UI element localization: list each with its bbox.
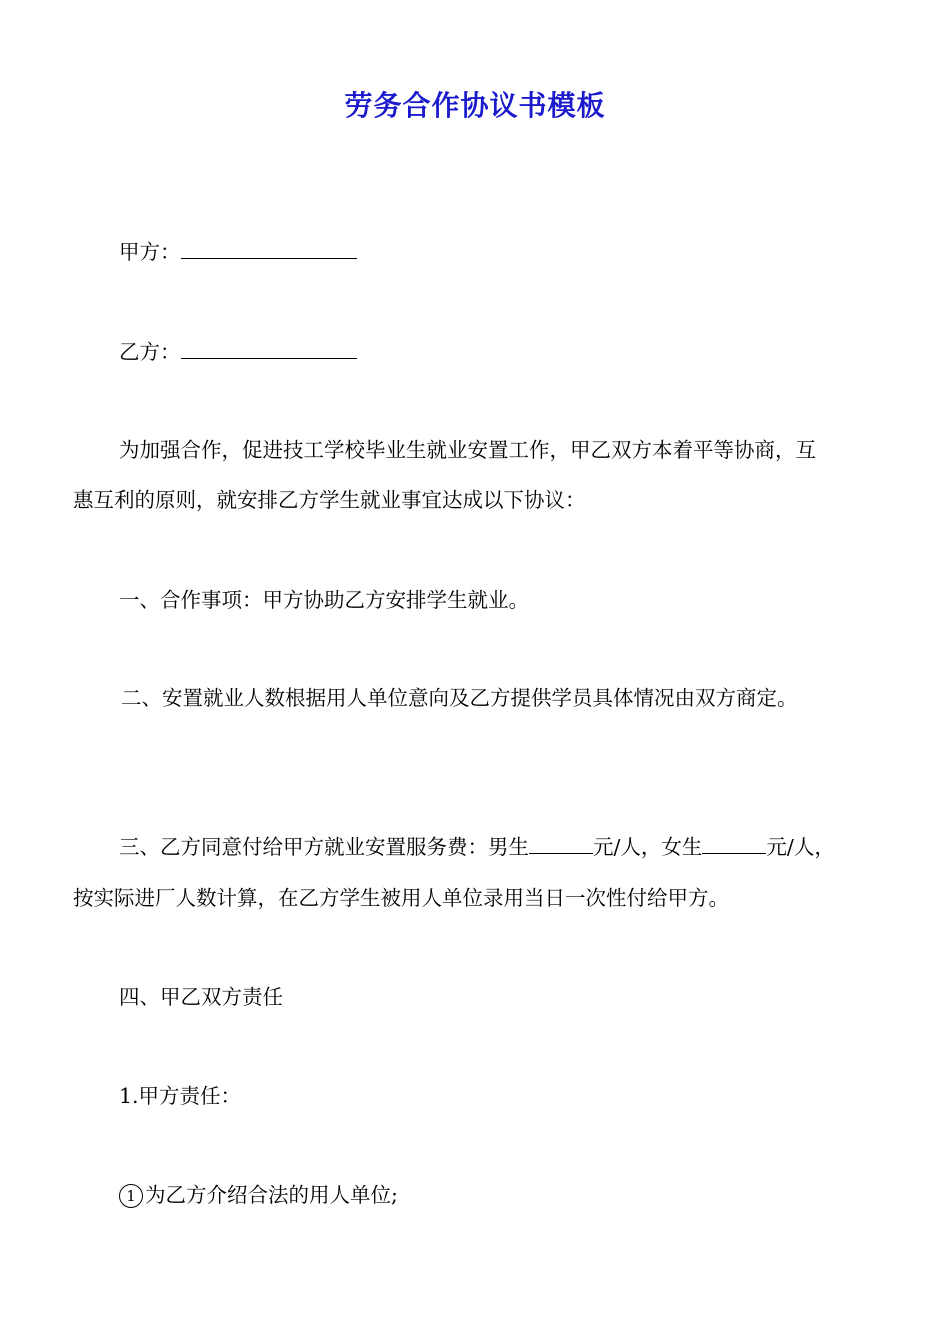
- male-fee-blank: [529, 833, 593, 854]
- duty-item-1-text: 为乙方介绍合法的用人单位;: [145, 1183, 398, 1207]
- clause-3-part-1: 三、乙方同意付给甲方就业安置服务费：男生: [119, 835, 529, 859]
- party-b-line: [119, 338, 357, 366]
- intro-line-2: 惠互利的原则，就安排乙方学生就业事宜达成以下协议：: [73, 488, 586, 512]
- party-b-label: 乙方：: [119, 340, 181, 364]
- intro-line-1: 为加强合作，促进技工学校毕业生就业安置工作，甲乙双方本着平等协商，互: [119, 438, 816, 462]
- clause-2: 二、安置就业人数根据用人单位意向及乙方提供学员具体情况由双方商定。: [121, 686, 798, 710]
- circled-number-marker: 1: [119, 1184, 143, 1208]
- party-a-line: [119, 238, 357, 266]
- clause-3-part-3: 元/人，: [766, 835, 835, 859]
- clause-3-line-1: [119, 833, 835, 861]
- female-fee-blank: [702, 833, 766, 854]
- clause-4: 四、甲乙双方责任: [119, 985, 283, 1009]
- party-a-blank: [181, 238, 357, 259]
- clause-3-line-2: 按实际进厂人数计算，在乙方学生被用人单位录用当日一次性付给甲方。: [73, 886, 729, 910]
- clause-3-part-2: 元/人，女生: [593, 835, 703, 859]
- sub-heading-party-a-duties: 1.甲方责任：: [119, 1084, 242, 1108]
- party-a-label: 甲方：: [119, 240, 181, 264]
- duty-item-1: [119, 1181, 398, 1209]
- document-title: 劳务合作协议书模板: [344, 89, 606, 122]
- party-b-blank: [181, 338, 357, 359]
- clause-1: 一、合作事项：甲方协助乙方安排学生就业。: [119, 588, 529, 612]
